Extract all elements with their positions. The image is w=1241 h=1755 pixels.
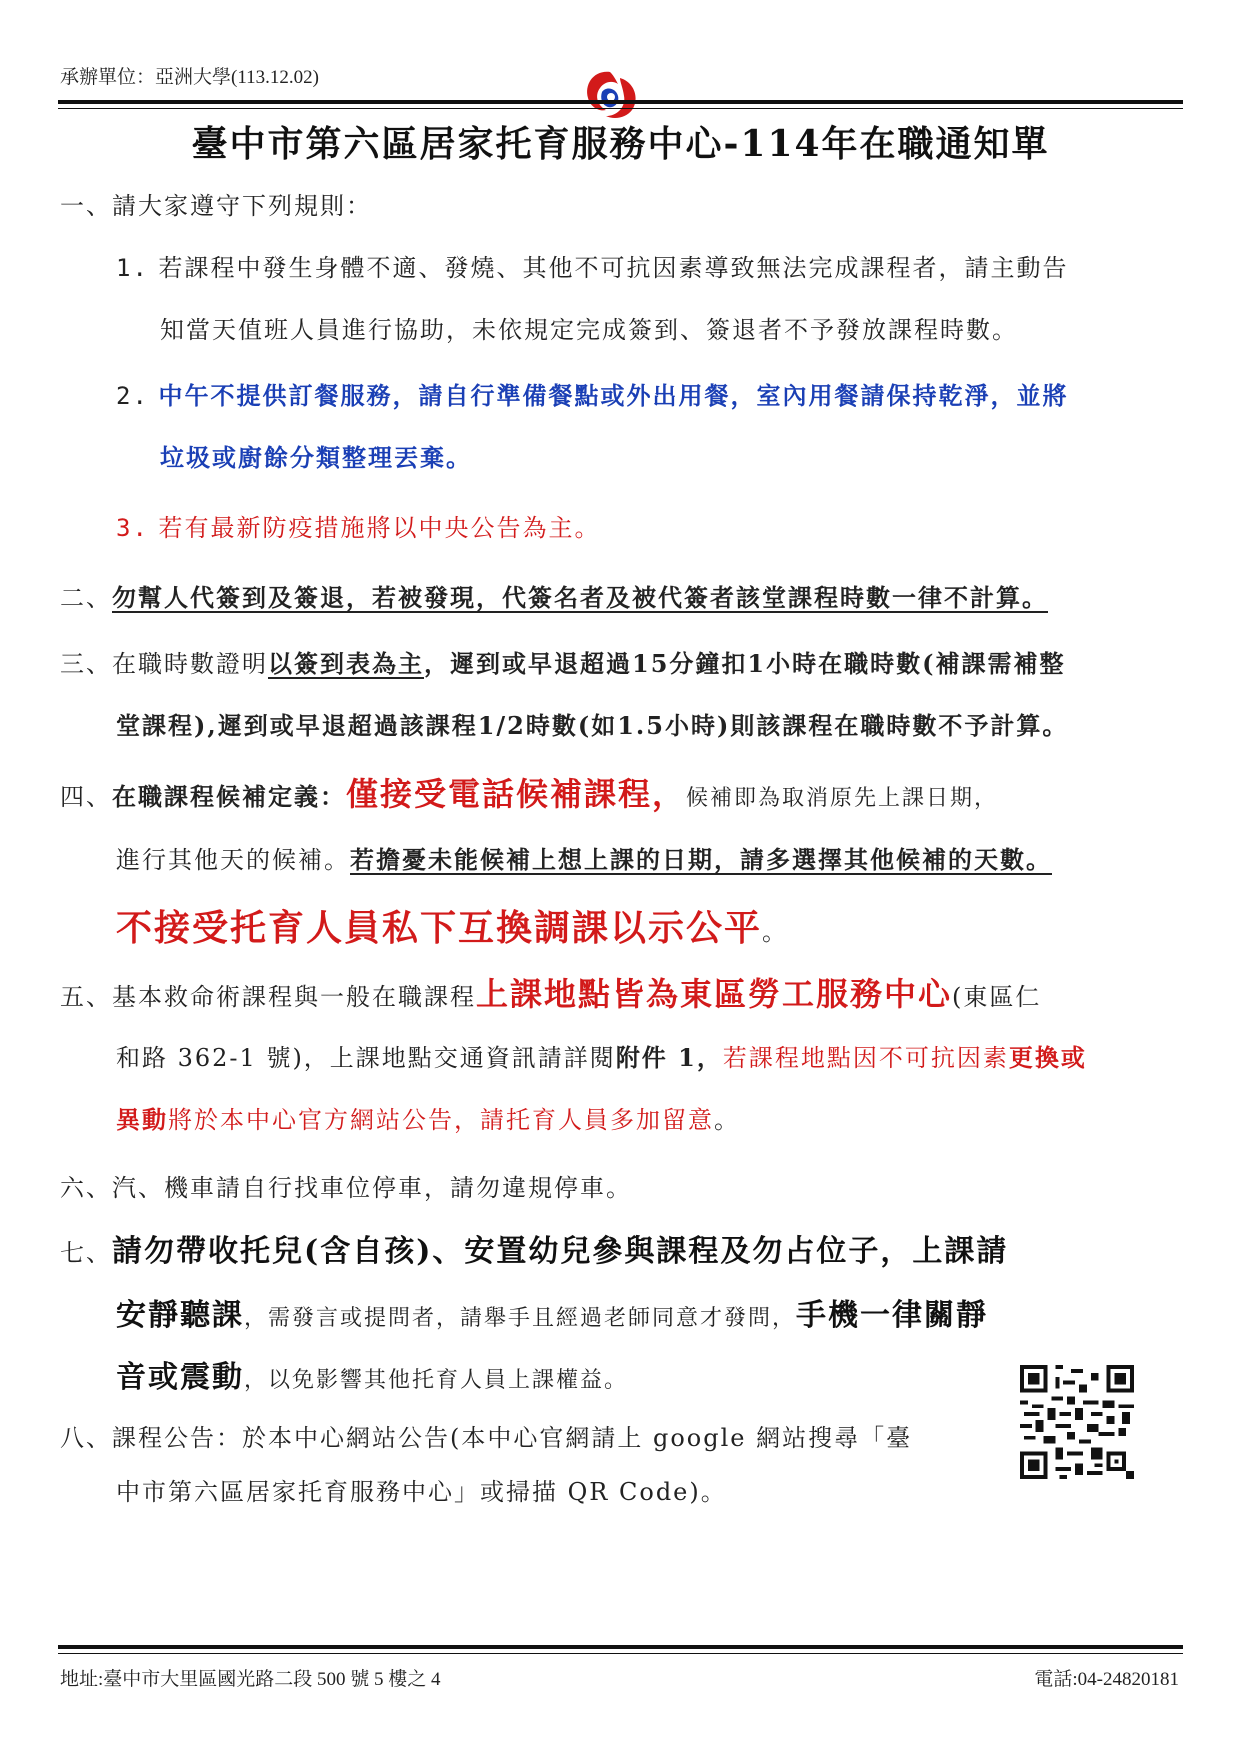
footer-rule-thick <box>58 1645 1183 1649</box>
header-rule-thin <box>58 108 1183 109</box>
sec7-line2 <box>116 1294 988 1341</box>
sec3-lead: 三、在職時數證明 <box>60 650 268 678</box>
footer-rule-thin <box>58 1653 1183 1654</box>
sec7-line1-bold: 請勿帶收托兒(含自孩)、安置幼兒參與課程及勿占位子，上課請 <box>112 1234 1009 1269</box>
sec1-item2-text1: 中午不提供訂餐服務，請自行準備餐點或外出用餐，室內用餐請保持乾淨，並將 <box>158 381 1069 410</box>
sec7-line2-bold-b: 手機一律關靜 <box>796 1298 989 1333</box>
sec3-line1 <box>60 646 1065 682</box>
sec5-line2-red: 若課程地點因不可抗因素 <box>722 1044 1009 1072</box>
sec3-line2: 堂課程),遲到或早退超過該課程1/2時數(如1.5小時)則該課程在職時數不予計算。 <box>116 711 1069 740</box>
sec4-big-red: 僅接受電話候補課程， <box>346 775 687 813</box>
sec7-line3-bold: 音或震動 <box>116 1360 244 1395</box>
sec4-definition: 在職課程候補定義： <box>112 782 346 811</box>
footer-phone: 電話:04-24820181 <box>1034 1669 1179 1690</box>
sec5-big-red: 上課地點皆為東區勞工服務中心 <box>476 975 953 1013</box>
sec2-line <box>60 580 1048 616</box>
sec5-line2-red-bold: 更換或 <box>1008 1043 1087 1072</box>
sec1-item1-line2: 知當天值班人員進行協助，未依規定完成簽到、簽退者不予發放課程時數。 <box>160 316 1018 344</box>
sec2-text: 勿幫人代簽到及簽退，若被發現，代簽名者及被代簽者該堂課程時數一律不計算。 <box>112 583 1048 612</box>
sec4-line3-end: 。 <box>762 918 789 946</box>
organizer-label: 承辦單位：亞洲大學(113.12.02) <box>60 67 319 88</box>
sec4-lead: 四、 <box>60 783 112 811</box>
sec5-line2-a: 和路 362-1 號)，上課地點交通資訊請詳閱 <box>116 1044 616 1072</box>
footer-address: 地址:臺中市大里區國光路二段 500 號 5 樓之 4 <box>60 1669 441 1690</box>
sec1-item2-number: 2. <box>116 382 149 410</box>
sec5-line3 <box>116 1102 740 1138</box>
sec2-lead: 二、 <box>60 584 112 612</box>
sec4-line3-big-red: 不接受托育人員私下互換調課以示公平 <box>116 907 763 949</box>
sec5-line2 <box>116 1040 1087 1076</box>
sec4-line1 <box>60 776 998 817</box>
sec4-line2 <box>116 842 1052 878</box>
sec4-line2-underlined: 若擔憂未能候補上想上課的日期，請多選擇其他候補的天數。 <box>350 845 1052 874</box>
sec3-underlined: 以簽到表為主 <box>268 649 424 678</box>
sec1-item3-line1 <box>116 510 601 546</box>
sec4-rest1: 候補即為取消原先上課日期， <box>686 786 999 811</box>
sec5-line3-red-bold: 異動 <box>116 1105 168 1134</box>
sec1-item1-text1: 若課程中發生身體不適、發燒、其他不可抗因素導致無法完成課程者，請主動告 <box>158 254 1069 282</box>
sec1-item3-text1: 若有最新防疫措施將以中央公告為主。 <box>158 514 601 542</box>
sec4-line3 <box>116 904 788 956</box>
page-title: 臺中市第六區居家托育服務中心-114年在職通知單 <box>191 123 1050 165</box>
sec7-line2-text: ，需發言或提問者，請舉手且經過老師同意才發問， <box>244 1306 797 1331</box>
sec5-rest1: (東區仁 <box>952 983 1042 1011</box>
sec1-item3-number: 3. <box>116 514 149 542</box>
sec1-item2-line2: 垃圾或廚餘分類整理丟棄。 <box>160 443 472 472</box>
sec1-lead: 一、請大家遵守下列規則： <box>60 192 372 220</box>
sec8-line1: 八、課程公告：於本中心網站公告(本中心官網請上 google 網站搜尋「臺 <box>60 1424 913 1452</box>
sec5-line3-red: 將於本中心官方網站公告，請托育人員多加留意 <box>168 1106 714 1134</box>
sec3-rest1: ，遲到或早退超過15分鐘扣1小時在職時數(補課需補整 <box>424 649 1066 678</box>
sec4-line2-text: 進行其他天的候補。 <box>116 846 350 874</box>
sec5-line3-end: 。 <box>714 1106 740 1134</box>
sec1-item1-number: 1. <box>116 254 149 282</box>
sec7-line2-bold-a: 安靜聽課 <box>116 1298 244 1333</box>
sec1-item2-line1 <box>116 378 1069 414</box>
sec7-lead: 七、 <box>60 1239 112 1267</box>
sec8-line2: 中市第六區居家托育服務中心」或掃描 QR Code)。 <box>116 1478 727 1506</box>
header-rule-thick <box>58 100 1183 104</box>
sec1-item1-line1 <box>116 250 1069 286</box>
sec5-line1 <box>60 976 1041 1015</box>
sec5-lead: 五、基本救命術課程與一般在職課程 <box>60 983 476 1011</box>
sec6-line: 六、汽、機車請自行找車位停車，請勿違規停車。 <box>60 1174 632 1202</box>
sec7-line1 <box>60 1230 1008 1275</box>
qr-code-icon[interactable] <box>1020 1365 1134 1479</box>
sec7-line3 <box>116 1356 628 1403</box>
sec7-line3-text: ，以免影響其他托育人員上課權益。 <box>244 1368 629 1393</box>
sec5-attachment: 附件 1， <box>615 1043 723 1072</box>
